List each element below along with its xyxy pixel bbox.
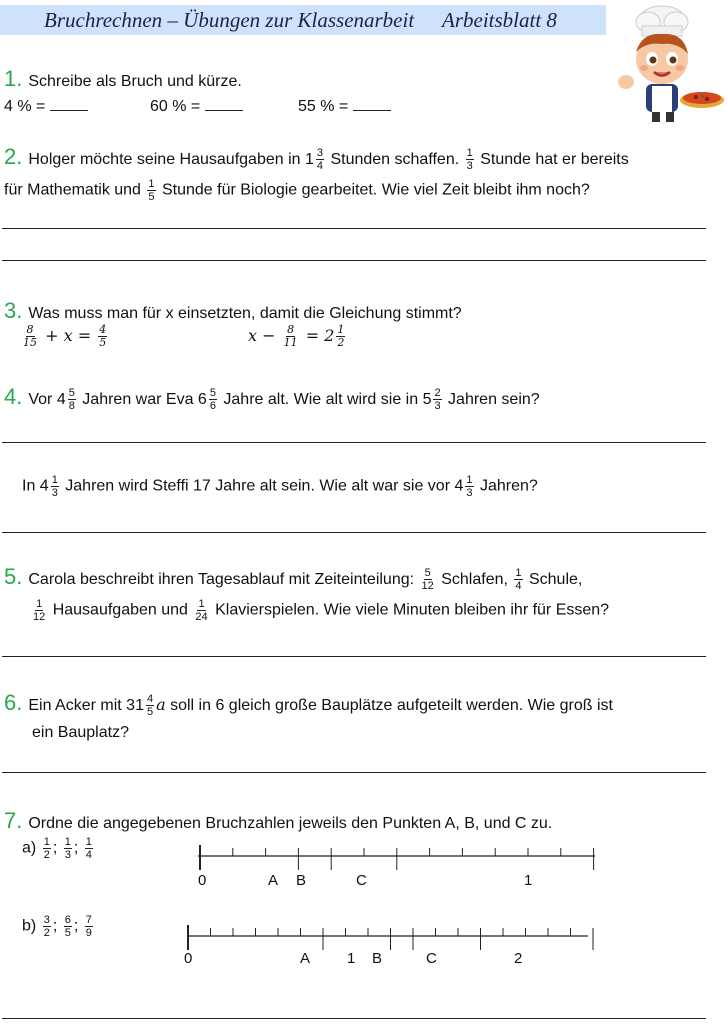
fraction: $\frac{1}{3}$ bbox=[64, 836, 71, 861]
fraction: $\frac{7}{9}$ bbox=[85, 914, 92, 939]
fraction: $\frac{4}{5}$ bbox=[99, 323, 107, 349]
fraction: $\frac{1}{24}$ bbox=[195, 598, 208, 623]
question-6-line-1: 6. Ein Acker mit 31 $\frac{4}{5}$ a soll in 6 gleich große Bauplätze aufgeteilt werden. Wie groß ist bbox=[4, 690, 613, 719]
tick-label-zero: 0 bbox=[198, 872, 207, 889]
question-1-text: Schreibe als Bruch und kürze. bbox=[28, 73, 242, 90]
fraction: $\frac{1}{4}$ bbox=[515, 567, 522, 593]
point-label-b: B bbox=[372, 950, 383, 967]
tick-label-two: 2 bbox=[514, 950, 523, 967]
question-2-line-1: 2. Holger möchte seine Hausaufgaben in 1 $\frac{3}{4}$ Stunden schaffen. $\frac{1}{3}$ Stunde hat er bereits bbox=[4, 144, 629, 173]
point-label-c: C bbox=[356, 872, 367, 889]
answer-blank[interactable] bbox=[353, 96, 391, 111]
fraction: $\frac{6}{5}$ bbox=[64, 914, 71, 939]
fraction: $\frac{3}{2}$ bbox=[43, 914, 50, 939]
q1-item-1: 4 % = bbox=[4, 96, 88, 116]
fraction: $\frac{2}{3}$ bbox=[434, 387, 441, 413]
answer-line[interactable] bbox=[2, 228, 706, 229]
answer-line[interactable] bbox=[2, 532, 706, 533]
equation-2: x − $\frac{8}{11}$ = 2 $\frac{1}{2}$ bbox=[248, 323, 345, 349]
point-label-a: A bbox=[300, 950, 311, 967]
answer-blank[interactable] bbox=[205, 96, 243, 111]
answer-line[interactable] bbox=[2, 442, 706, 443]
point-label-b: B bbox=[296, 872, 307, 889]
fraction: $\frac{8}{11}$ bbox=[283, 323, 298, 349]
fraction: $\frac{1}{12}$ bbox=[33, 598, 46, 623]
question-1: 1. Schreibe als Bruch und kürze. bbox=[4, 66, 242, 91]
number-line-a bbox=[190, 836, 610, 876]
fraction: $\frac{3}{4}$ bbox=[316, 147, 324, 173]
question-6-line-2: ein Bauplatz? bbox=[32, 724, 129, 741]
equation-1: $\frac{8}{15}$ + x = $\frac{4}{5}$ bbox=[23, 323, 107, 349]
fraction: $\frac{5}{12}$ bbox=[421, 567, 434, 593]
question-2-line-2: für Mathematik und $\frac{1}{5}$ Stunde für Biologie gearbeitet. Wie viel Zeit bleibt ihm noch? bbox=[4, 178, 590, 203]
part-a-fractions: a) $\frac{1}{2}$ ; $\frac{1}{3}$ ; $\frac{1}{4}$ bbox=[22, 836, 92, 861]
fraction: $\frac{1}{3}$ bbox=[51, 474, 58, 499]
fraction: $\frac{1}{5}$ bbox=[148, 178, 155, 203]
tick-label-zero: 0 bbox=[184, 950, 193, 967]
number-line-b bbox=[178, 912, 598, 952]
fraction: $\frac{1}{4}$ bbox=[85, 836, 92, 861]
fraction: $\frac{8}{15}$ bbox=[23, 323, 37, 349]
fraction: $\frac{1}{2}$ bbox=[337, 323, 345, 349]
answer-line[interactable] bbox=[2, 772, 706, 773]
part-b-fractions: b) $\frac{3}{2}$ ; $\frac{6}{5}$ ; $\frac{7}{9}$ bbox=[22, 914, 92, 939]
chef-illustration bbox=[612, 4, 724, 124]
question-4b: In 4 $\frac{1}{3}$ Jahren wird Steffi 17 Jahre alt sein. Wie alt war sie vor 4 $\frac{1}{3}$ Jahren? bbox=[22, 474, 538, 499]
fraction: $\frac{1}{3}$ bbox=[466, 147, 473, 173]
question-7: 7. Ordne die angegebenen Bruchzahlen jeweils den Punkten A, B, und C zu. bbox=[4, 808, 553, 833]
point-label-c: C bbox=[426, 950, 437, 967]
tick-label-one: 1 bbox=[347, 950, 356, 967]
fraction: $\frac{1}{2}$ bbox=[43, 836, 50, 861]
worksheet-number: Arbeitsblatt 8 bbox=[442, 8, 557, 32]
fraction: $\frac{5}{8}$ bbox=[68, 387, 75, 413]
fraction: $\frac{5}{6}$ bbox=[209, 387, 216, 413]
tick-label-one: 1 bbox=[524, 872, 533, 889]
question-3: 3. Was muss man für x einsetzten, damit die Gleichung stimmt? bbox=[4, 298, 462, 323]
q1-item-3: 55 % = bbox=[298, 96, 391, 116]
point-label-a: A bbox=[268, 872, 279, 889]
header-banner bbox=[0, 5, 606, 35]
q1-item-2: 60 % = bbox=[150, 96, 243, 116]
answer-line[interactable] bbox=[2, 656, 706, 657]
question-5-line-2: $\frac{1}{12}$ Hausaufgaben und $\frac{1}{24}$ Klavierspielen. Wie viele Minuten bleiben ihr für Essen? bbox=[33, 598, 610, 623]
answer-line[interactable] bbox=[2, 1018, 706, 1019]
fraction: $\frac{1}{3}$ bbox=[466, 474, 473, 499]
answer-blank[interactable] bbox=[50, 96, 88, 111]
answer-line[interactable] bbox=[2, 260, 706, 261]
question-4a: 4. Vor 4 $\frac{5}{8}$ Jahren war Eva 6 $\frac{5}{6}$ Jahre alt. Wie alt wird sie in 5 $\frac{2}{3}$ Jahren sein? bbox=[4, 384, 540, 413]
worksheet-title: Bruchrechnen – Übungen zur Klassenarbeit bbox=[44, 8, 415, 32]
question-5-line-1: 5. Carola beschreibt ihren Tagesablauf mit Zeiteinteilung: $\frac{5}{12}$ Schlafen, $\frac{1}{4}$ Schule, bbox=[4, 564, 583, 593]
fraction: $\frac{4}{5}$ bbox=[146, 693, 154, 719]
